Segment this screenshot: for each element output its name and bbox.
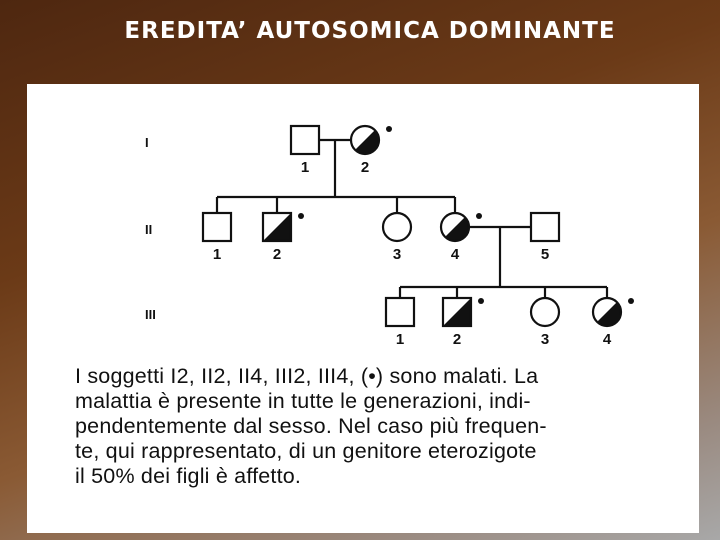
caption-line: I soggetti I2, II2, II4, III2, III4, (•) sono malati. La bbox=[75, 364, 539, 388]
affected-dot bbox=[298, 213, 304, 219]
affected-dot bbox=[478, 298, 484, 304]
caption-line: il 50% dei figli è affetto. bbox=[75, 464, 302, 488]
caption-line: malattia è presente in tutte le generazioni, indi- bbox=[75, 389, 531, 413]
individual-ii3 bbox=[383, 213, 411, 241]
individual-label: 2 bbox=[452, 331, 462, 348]
individual-label: 4 bbox=[450, 246, 460, 263]
affected-fill bbox=[263, 213, 291, 241]
individual-i1 bbox=[291, 126, 319, 154]
affected-dot bbox=[476, 213, 482, 219]
individual-label: 1 bbox=[395, 331, 405, 348]
affected-fill bbox=[443, 298, 471, 326]
pedigree-figure bbox=[27, 84, 699, 533]
generation-label: II bbox=[145, 222, 153, 237]
caption-line: te, qui rappresentato, di un genitore eterozigote bbox=[75, 439, 537, 463]
affected-dot bbox=[628, 298, 634, 304]
individual-iii3 bbox=[531, 298, 559, 326]
individual-label: 3 bbox=[540, 331, 550, 348]
individual-ii5 bbox=[531, 213, 559, 241]
individual-iii1 bbox=[386, 298, 414, 326]
individual-label: 4 bbox=[602, 331, 612, 348]
caption bbox=[75, 364, 695, 489]
individual-label: 5 bbox=[540, 246, 550, 263]
affected-dot bbox=[386, 126, 392, 132]
caption-line: pendentemente dal sesso. Nel caso più frequen- bbox=[75, 414, 547, 438]
individual-label: 1 bbox=[212, 246, 222, 263]
generation-label: III bbox=[145, 307, 156, 322]
slide-title: EREDITA’ AUTOSOMICA DOMINANTE bbox=[124, 18, 616, 44]
pedigree-chart bbox=[27, 84, 699, 364]
individual-label: 2 bbox=[360, 159, 370, 176]
individual-label: 3 bbox=[392, 246, 402, 263]
individual-label: 1 bbox=[300, 159, 310, 176]
individual-ii1 bbox=[203, 213, 231, 241]
generation-label: I bbox=[145, 135, 149, 150]
individual-label: 2 bbox=[272, 246, 282, 263]
